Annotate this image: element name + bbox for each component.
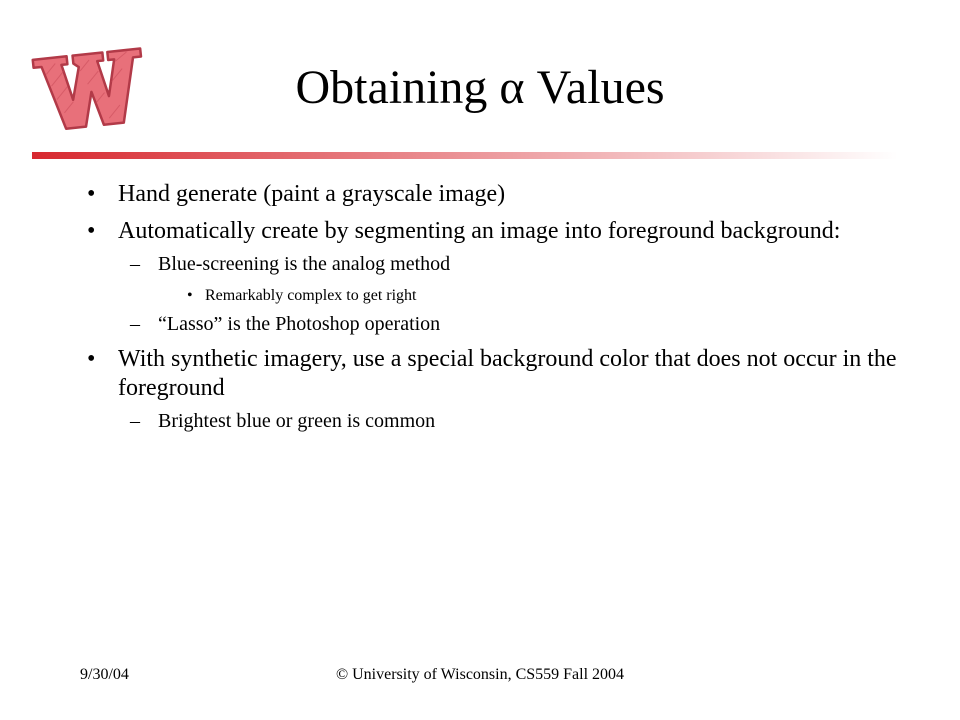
dash-marker: – [130,410,140,432]
sub-bullet-item [80,409,900,434]
title-text-before: Obtaining [295,61,500,114]
dash-marker: – [130,253,140,275]
sub-bullet-text: Blue-screening is the analog method [158,253,451,275]
bullet-marker: • [187,287,193,304]
footer-copyright: © University of Wisconsin, CS559 Fall 2004 [335,666,625,683]
bullet-text: Automatically create by segmenting an image into foreground background: [118,218,841,244]
bullet-text: Hand generate (paint a grayscale image) [118,181,506,207]
bullet-item [80,180,900,209]
bullet-marker: • [87,346,96,372]
bullet-list [80,172,900,434]
bullet-marker: • [87,181,96,207]
sub-sub-bullet-item [80,286,900,306]
title-underline [32,152,898,159]
slide-title [0,56,960,120]
bullet-marker: • [87,218,96,244]
alpha-symbol: α [499,61,525,114]
title-text-after: Values [524,61,665,114]
sub-sub-bullet-text: Remarkably complex to get right [205,287,417,304]
footer-date: 9/30/04 [80,666,129,683]
bullet-text: With synthetic imagery, use a special background color that does not occur in the foreground [118,346,897,401]
bullet-item [80,345,900,403]
sub-bullet-item [80,312,900,337]
sub-bullet-text: Brightest blue or green is common [158,410,436,432]
dash-marker: – [130,313,140,335]
bullet-item [80,217,900,246]
sub-bullet-text: “Lasso” is the Photoshop operation [158,313,441,335]
sub-bullet-item [80,252,900,277]
